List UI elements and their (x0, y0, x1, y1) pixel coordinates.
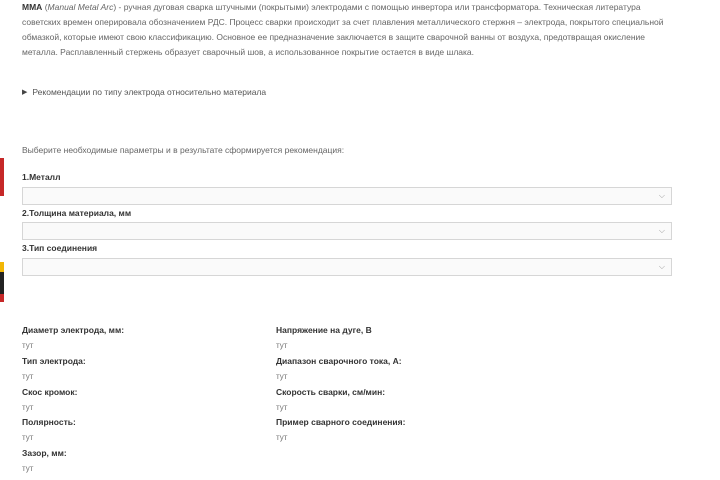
chevron-down-icon: ⌵ (658, 191, 665, 200)
joint-example-label: Пример сварного соединения: (276, 417, 406, 427)
chevron-down-icon: ⌵ (658, 262, 665, 271)
triangle-right-icon: ▶ (22, 89, 28, 96)
left-edge-decoration (0, 158, 4, 196)
intro-term: Manual Metal Arc (47, 2, 114, 12)
intro-paragraph (22, 0, 677, 60)
arc-voltage-value: тут (276, 341, 288, 350)
current-range-label: Диапазон сварочного тока, А: (276, 356, 402, 366)
electrode-diameter-value: тут (22, 341, 34, 350)
instruction-text: Выберите необходимые параметры и в результате сформируется рекомендация: (22, 145, 345, 155)
intro-abbr: MMA (22, 2, 43, 12)
metal-select[interactable] (22, 187, 672, 205)
polarity-label: Полярность: (22, 417, 76, 427)
gap-value: тут (22, 464, 34, 473)
details-label: Рекомендации по типу электрода относительно материала (32, 87, 267, 97)
welding-speed-value: тут (276, 403, 288, 412)
welding-speed-label: Скорость сварки, см/мин: (276, 387, 386, 397)
edge-bevel-value: тут (22, 403, 34, 412)
thickness-label: 2.Толщина материала, мм (22, 208, 132, 218)
intro-text: ) - ручная дуговая сварка штучными (покрытыми) электродами с помощью инвертора или трансформатора. Техническая литература советских времен оперировала обозначением РДС. Процесс сварки происходит за счет плавления металлического стержня – электрода, покрытого специальной обмазкой, которые имеют свою классификацию. Основное ее предназначение заключается в защите сварочной ванны от воздуха, предотвращая окисление металла. Расплавленный стержень образует сварочный шов, а использованное покрытие остается в виде шлака. (22, 2, 664, 57)
current-range-value: тут (276, 372, 288, 381)
left-edge-decoration (0, 272, 4, 294)
thickness-select[interactable] (22, 222, 672, 240)
electrode-recommendations-toggle[interactable] (22, 87, 266, 97)
arc-voltage-label: Напряжение на дуге, В (276, 325, 372, 335)
edge-bevel-label: Скос кромок: (22, 387, 78, 397)
left-edge-decoration (0, 294, 4, 302)
joint-type-select[interactable] (22, 258, 672, 276)
chevron-down-icon: ⌵ (658, 226, 665, 235)
left-edge-decoration (0, 262, 4, 272)
intro-paren: ( (44, 2, 48, 12)
electrode-diameter-label: Диаметр электрода, мм: (22, 325, 125, 335)
electrode-type-value: тут (22, 372, 34, 381)
metal-label: 1.Металл (22, 172, 61, 182)
joint-type-label: 3.Тип соединения (22, 243, 98, 253)
gap-label: Зазор, мм: (22, 448, 67, 458)
electrode-type-label: Тип электрода: (22, 356, 86, 366)
polarity-value: тут (22, 433, 34, 442)
joint-example-value: тут (276, 433, 288, 442)
